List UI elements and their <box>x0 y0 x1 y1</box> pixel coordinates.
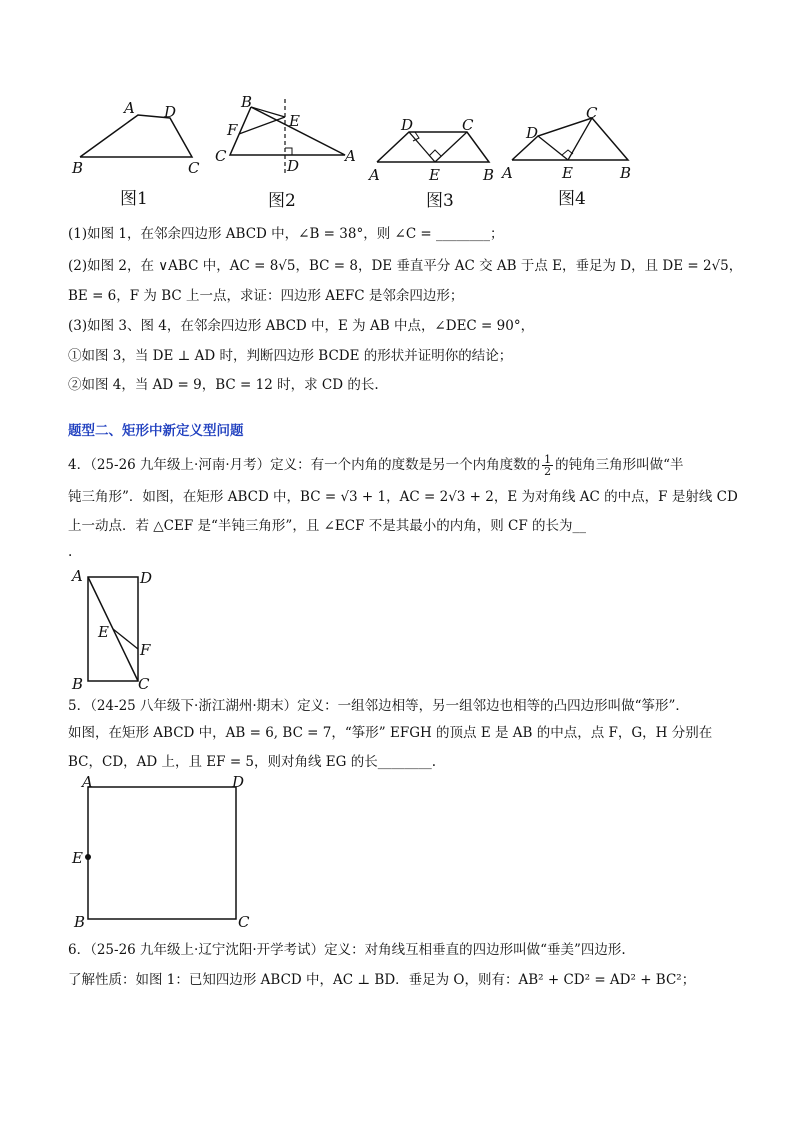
fig2-label-f: F <box>227 121 238 139</box>
q5-label-c: C <box>238 913 250 930</box>
figure-1 <box>60 95 210 180</box>
q4-line2: 钝三角形”．如图，在矩形 ABCD 中，BC = √3 + 1，AC = 2√3 + 2，E 为对角线 AC 的中点，F 是射线 CD <box>68 489 738 505</box>
figure-2 <box>215 93 365 178</box>
figure-4 <box>500 104 640 179</box>
fig4-label-d: D <box>526 124 539 142</box>
section-title: 题型二、矩形中新定义型问题 <box>68 423 244 439</box>
q4-label-e: E <box>98 623 109 641</box>
fig3-label-a: A <box>369 166 380 182</box>
q5-line1: 5．（24-25 八年级下·浙江湖州·期末）定义：一组邻边相等，另一组邻边也相等的凸四边形叫做“筝形”． <box>68 698 689 714</box>
q4-fraction-numerator: 1 <box>544 453 552 466</box>
fig4-label-b: B <box>620 164 632 179</box>
q6-line2: 了解性质：如图 1：已知四边形 ABCD 中，AC ⊥ BD．垂足为 O，则有：AB² + CD² = AD² + BC²； <box>68 972 696 988</box>
q4-fraction-denominator: 2 <box>544 465 552 478</box>
fig1-caption: 图1 <box>120 189 148 209</box>
fig4-label-c: C <box>586 104 598 122</box>
q4-line3: 上一动点．若 △CEF 是“半钝三角形”，且 ∠ECF 不是其最小的内角，则 CF 的长为__ <box>68 518 587 534</box>
fig2-label-e: E <box>289 112 300 130</box>
q4-label-a: A <box>72 567 83 585</box>
q5-label-d: D <box>232 775 245 791</box>
fig1-label-a: A <box>124 99 135 117</box>
fig1-label-c: C <box>188 159 200 177</box>
figure-q4-rectangle <box>68 565 168 693</box>
fig2-label-a: A <box>345 147 356 165</box>
fig4-label-e: E <box>562 164 573 179</box>
q4-label-c: C <box>138 675 150 693</box>
q3-part2-line1: (2)如图 2，在 ∨ABC 中，AC = 8√5，BC = 8，DE 垂直平分 AC 交 AB 于点 E，垂足为 D，且 DE = 2√5， <box>68 258 743 274</box>
q5-line2: 如图，在矩形 ABCD 中，AB = 6, BC = 7，“筝形” EFGH 的顶点 E 是 AB 的中点，点 F，G，H 分别在 <box>68 725 713 741</box>
q3-part1: (1)如图 1，在邻余四边形 ABCD 中，∠B = 38°，则 ∠C = ________； <box>68 226 504 242</box>
fig2-caption: 图2 <box>268 191 296 211</box>
fig1-label-b: B <box>72 159 84 177</box>
q4-line1-after: 的钝角三角形叫做“半 <box>555 457 684 473</box>
q4-line4: . <box>68 544 73 560</box>
fig2-label-b: B <box>241 93 253 111</box>
q3-part3-sub1: ①如图 3，当 DE ⊥ AD 时，判断四边形 BCDE 的形状并证明你的结论； <box>68 348 513 364</box>
fig3-caption: 图3 <box>426 191 454 211</box>
q4-label-f: F <box>140 641 151 659</box>
figure-q5-rectangle <box>68 775 268 930</box>
q6-line1: 6．（25-26 九年级上·辽宁沈阳·开学考试）定义：对角线互相垂直的四边形叫做“垂美”四边形. <box>68 942 626 958</box>
fig3-label-b: B <box>483 166 495 182</box>
q3-part3-sub2: ②如图 4，当 AD = 9，BC = 12 时，求 CD 的长. <box>68 377 379 393</box>
fig2-label-d: D <box>287 157 300 175</box>
q5-line3: BC，CD，AD 上，且 EF = 5，则对角线 EG 的长________. <box>68 754 437 770</box>
q4-fraction <box>542 454 553 477</box>
fig2-label-c: C <box>215 147 227 165</box>
q5-label-b: B <box>74 913 86 930</box>
fig3-label-c: C <box>462 116 474 134</box>
q3-part2-line2: BE = 6，F 为 BC 上一点，求证：四边形 AEFC 是邻余四边形； <box>68 288 464 304</box>
q4-line1-before: 4．（25-26 九年级上·河南·月考）定义：有一个内角的度数是另一个内角度数的 <box>68 457 541 473</box>
q4-label-d: D <box>140 569 153 587</box>
figure-3 <box>365 112 505 182</box>
fig4-label-a: A <box>502 164 513 179</box>
q3-part3: (3)如图 3、图 4，在邻余四边形 ABCD 中，E 为 AB 中点，∠DEC = 90°， <box>68 318 535 334</box>
fig3-label-e: E <box>429 166 440 182</box>
q5-label-e: E <box>72 849 83 867</box>
q5-label-a: A <box>82 775 93 791</box>
fig3-label-d: D <box>401 116 414 134</box>
q4-label-b: B <box>72 675 84 693</box>
fig4-caption: 图4 <box>558 189 586 209</box>
fig1-label-d: D <box>164 103 177 121</box>
q4-line1 <box>68 454 684 477</box>
